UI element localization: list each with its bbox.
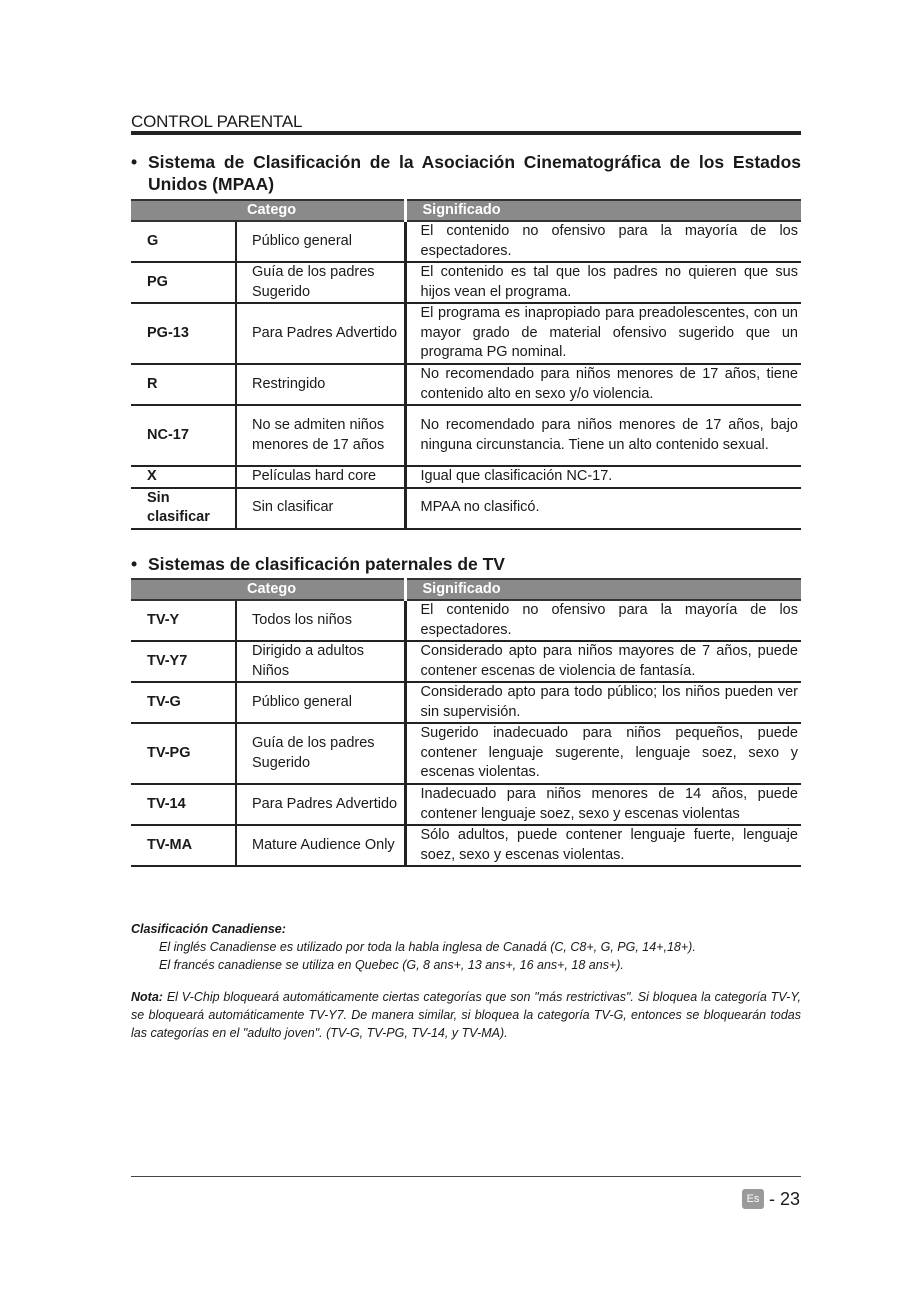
rating-code: TV-Y <box>131 600 236 641</box>
bullet-icon: • <box>131 554 138 574</box>
table-row <box>131 405 801 466</box>
rating-code: TV-PG <box>131 723 236 784</box>
rating-label: Mature Audience Only <box>236 825 405 866</box>
rating-label: Sin clasificar <box>236 488 405 529</box>
table-row <box>131 825 801 866</box>
canadian-english-line: El inglés Canadiense es utilizado por toda la habla inglesa de Canadá (C, C8+, G, PG, 14+,18+). <box>159 940 696 954</box>
rating-code: TV-MA <box>131 825 236 866</box>
table-row <box>131 262 801 303</box>
rating-code: R <box>131 364 236 405</box>
canadian-heading: Clasificación Canadiense: <box>131 922 286 936</box>
rating-desc: El programa es inapropiado para preadolescentes, con un mayor grado de material ofensivo sugerido que un programa PG nominal. <box>405 303 801 364</box>
tv-table <box>131 578 801 867</box>
mpaa-col-meaning: Significado <box>405 200 801 221</box>
rating-code: Sin clasificar <box>131 488 236 529</box>
mpaa-heading-text: Sistema de Clasificación de la Asociación Cinematográfica de los Estados Unidos (MPAA) <box>148 152 801 194</box>
note-text: El V-Chip bloqueará automáticamente ciertas categorías que son "más restrictivas". Si bloquea la categoría TV-Y, se bloqueará automáticamente TV-Y7. De manera similar, si bloquea la categoría TV-G, entonces se bloquearán todas las categorías en el "adulto joven". (TV-G, TV-PG, TV-14, y TV-MA). <box>131 990 801 1040</box>
rating-desc: Considerado apto para niños mayores de 7 años, puede contener escenas de violencia de fantasía. <box>405 641 801 682</box>
bullet-icon: • <box>131 152 138 172</box>
rating-code: TV-14 <box>131 784 236 825</box>
table-row <box>131 466 801 488</box>
rating-desc: El contenido no ofensivo para la mayoría de los espectadores. <box>405 221 801 262</box>
rating-desc: Inadecuado para niños menores de 14 años, puede contener lenguaje soez, sexo y escenas violentas <box>405 784 801 825</box>
rating-desc: Igual que clasificación NC-17. <box>405 466 801 488</box>
footer-rule <box>131 1176 801 1177</box>
mpaa-heading <box>131 151 801 195</box>
tv-col-meaning: Significado <box>405 579 801 600</box>
rating-desc: No recomendado para niños menores de 17 años, bajo ninguna circunstancia. Tiene un alto contenido sexual. <box>405 405 801 466</box>
table-row <box>131 303 801 364</box>
rating-label: Dirigido a adultos Niños <box>236 641 405 682</box>
rating-label: Guía de los padres Sugerido <box>236 723 405 784</box>
rating-label: Películas hard core <box>236 466 405 488</box>
rating-label: Todos los niños <box>236 600 405 641</box>
note-label: Nota: <box>131 990 163 1004</box>
rating-desc: El contenido es tal que los padres no quieren que sus hijos vean el programa. <box>405 262 801 303</box>
rating-desc: MPAA no clasificó. <box>405 488 801 529</box>
table-row <box>131 221 801 262</box>
rating-label: Público general <box>236 221 405 262</box>
table-row <box>131 682 801 723</box>
rating-label: Guía de los padres Sugerido <box>236 262 405 303</box>
rating-desc: Sugerido inadecuado para niños pequeños, puede contener lenguaje sugerente, lenguaje soez, sexo y escenas violentas. <box>405 723 801 784</box>
rating-label: Restringido <box>236 364 405 405</box>
tv-table-header <box>131 579 801 600</box>
mpaa-table-header <box>131 200 801 221</box>
rating-label: Público general <box>236 682 405 723</box>
table-row <box>131 488 801 529</box>
language-badge: Es <box>742 1189 764 1209</box>
tv-heading <box>131 553 801 575</box>
rating-desc: El contenido no ofensivo para la mayoría de los espectadores. <box>405 600 801 641</box>
rating-desc: Considerado apto para todo público; los niños pueden ver sin supervisión. <box>405 682 801 723</box>
tv-col-category: Catego <box>131 579 405 600</box>
title-rule <box>131 131 801 135</box>
mpaa-col-category: Catego <box>131 200 405 221</box>
rating-code: TV-G <box>131 682 236 723</box>
rating-desc: Sólo adultos, puede contener lenguaje fuerte, lenguaje soez, sexo y escenas violentas. <box>405 825 801 866</box>
page-number: - 23 <box>769 1189 801 1209</box>
table-row <box>131 784 801 825</box>
tv-heading-text: Sistemas de clasificación paternales de TV <box>148 554 505 574</box>
rating-code: G <box>131 221 236 262</box>
rating-code: TV-Y7 <box>131 641 236 682</box>
rating-label: No se admiten niños menores de 17 años <box>236 405 405 466</box>
canadian-french-line: El francés canadiense se utiliza en Quebec (G, 8 ans+, 13 ans+, 16 ans+, 18 ans+). <box>159 958 624 972</box>
table-row <box>131 600 801 641</box>
rating-code: NC-17 <box>131 405 236 466</box>
page-title: CONTROL PARENTAL <box>131 112 303 131</box>
mpaa-table <box>131 199 801 530</box>
table-row <box>131 723 801 784</box>
rating-code: PG <box>131 262 236 303</box>
canadian-ratings <box>131 920 801 974</box>
table-row <box>131 641 801 682</box>
vchip-note <box>131 988 801 1042</box>
rating-code: PG-13 <box>131 303 236 364</box>
rating-label: Para Padres Advertido <box>236 784 405 825</box>
rating-desc: No recomendado para niños menores de 17 años, tiene contenido alto en sexo y/o violencia. <box>405 364 801 405</box>
rating-label: Para Padres Advertido <box>236 303 405 364</box>
table-row <box>131 364 801 405</box>
rating-code: X <box>131 466 236 488</box>
